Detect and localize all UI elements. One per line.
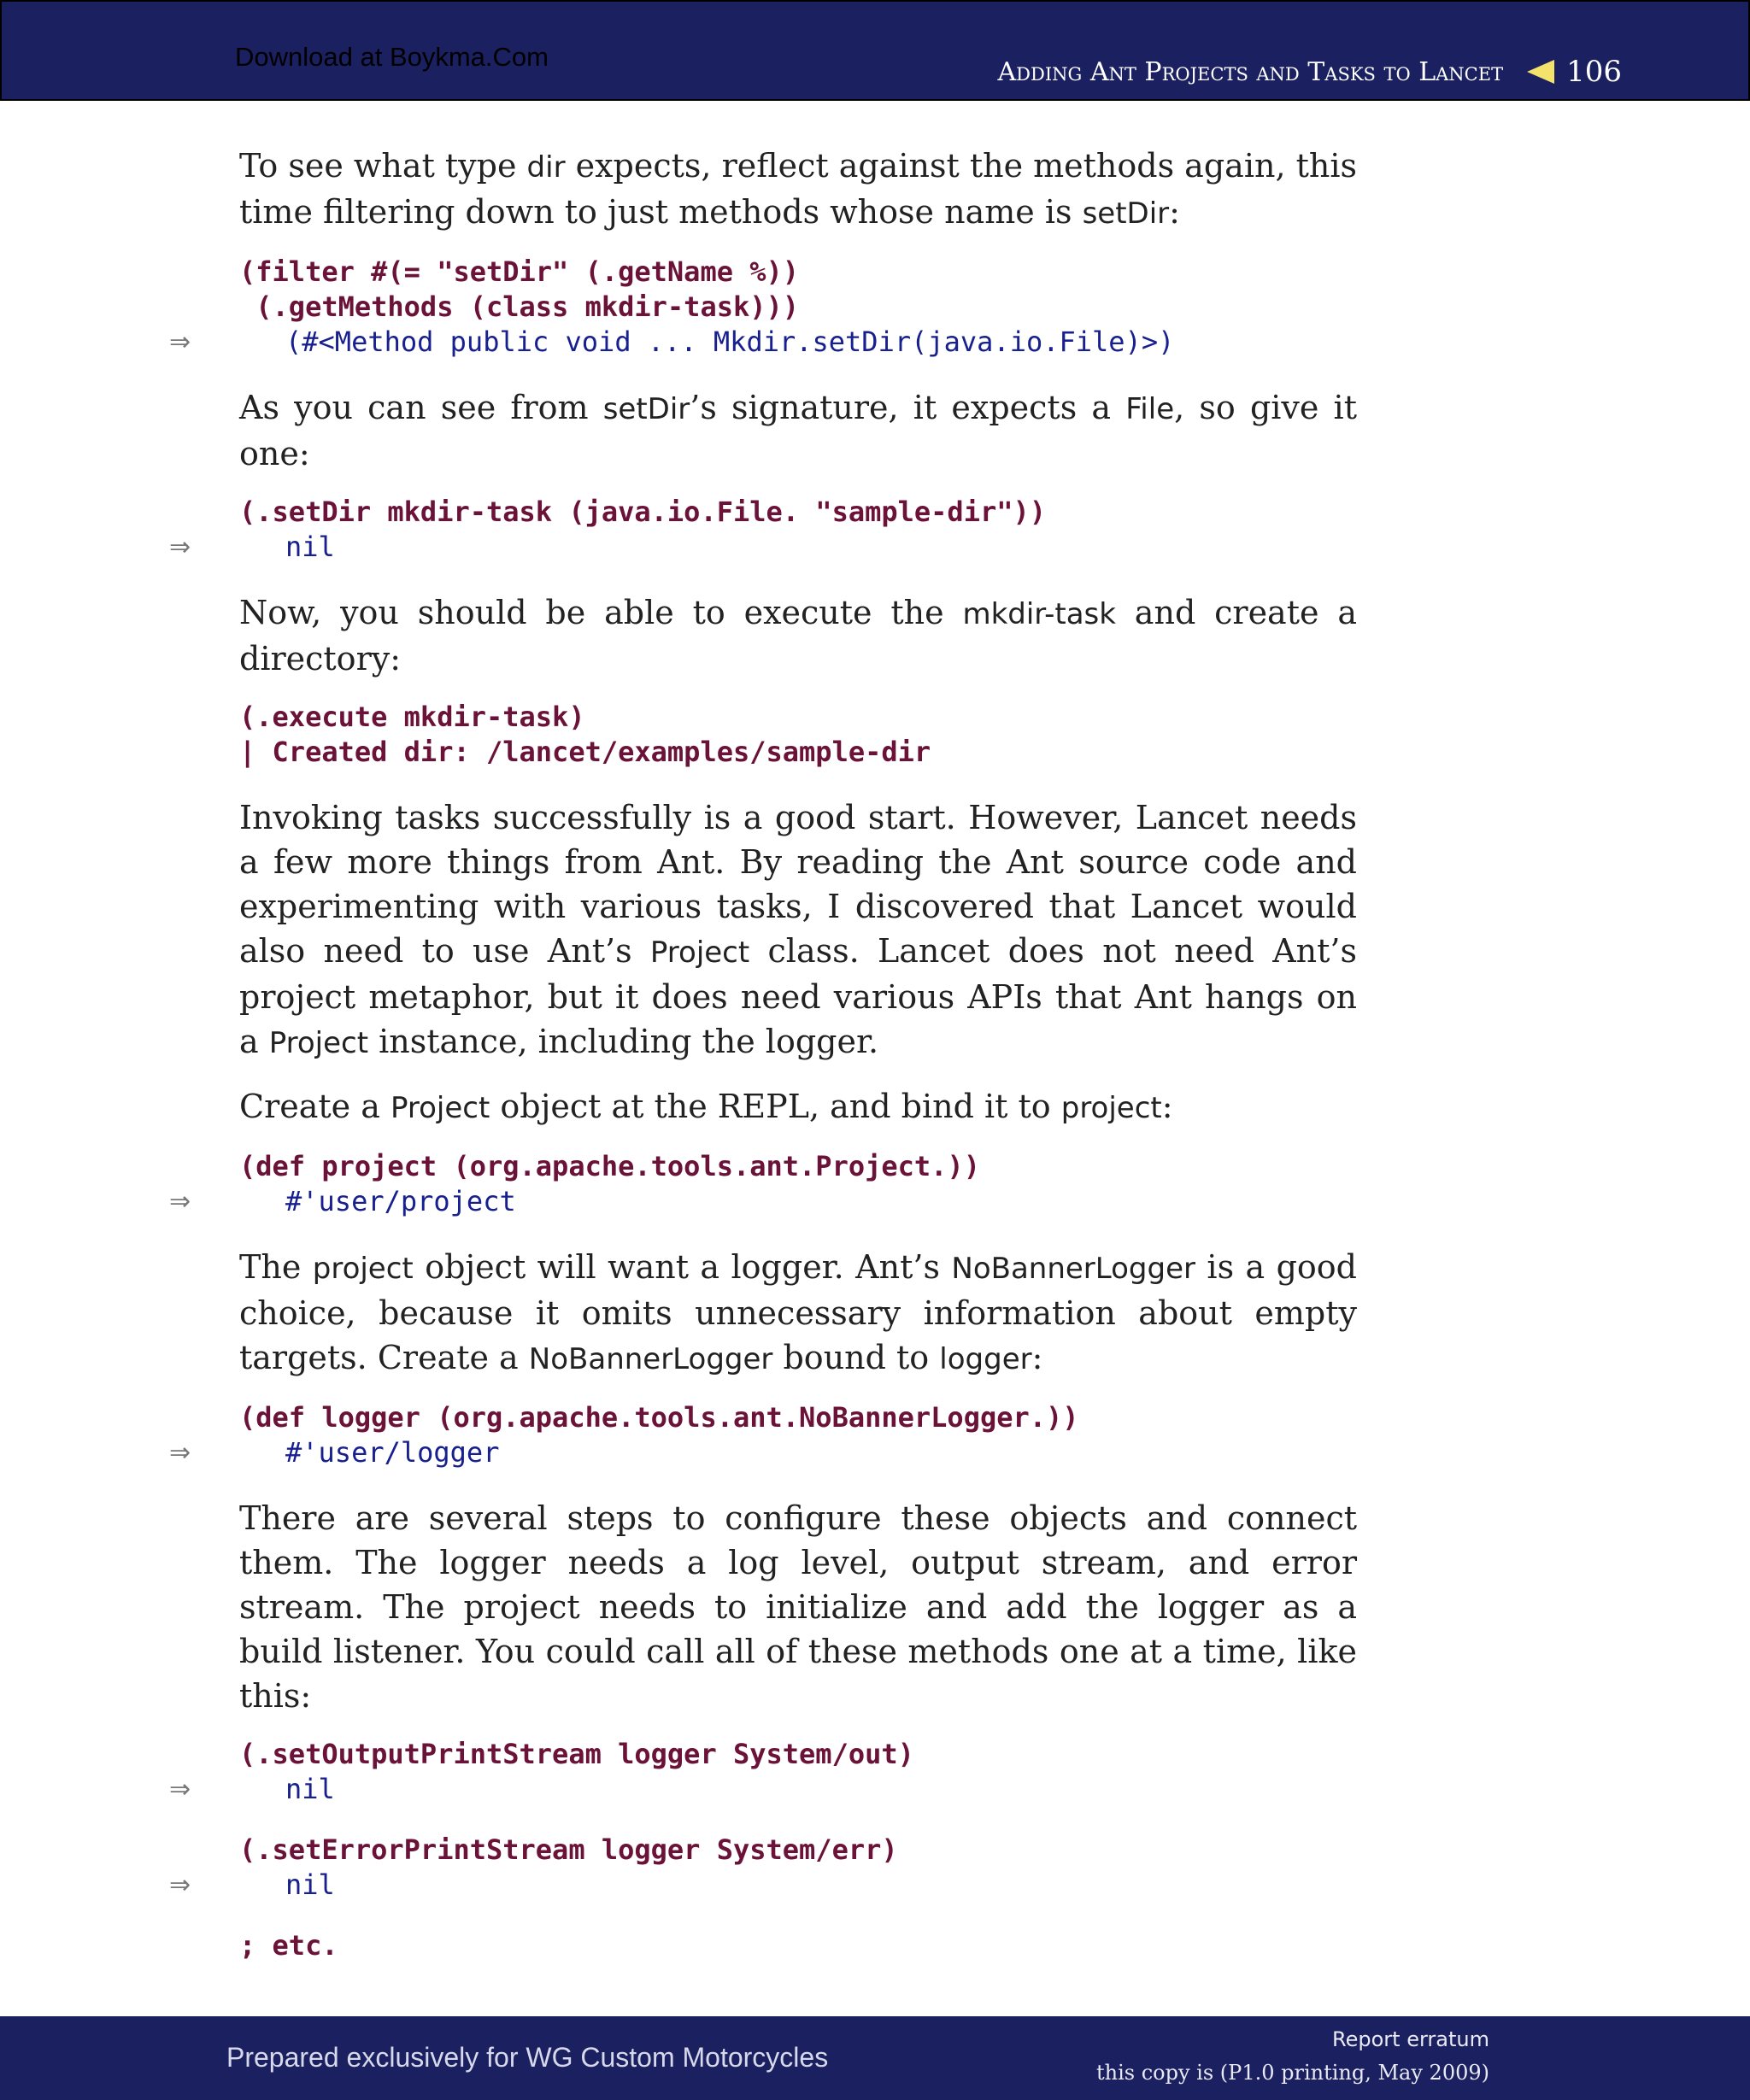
paragraph: To see what type dir expects, reflect against the methods again, this time filtering down to just methods whose name is setDir:: [239, 147, 1357, 231]
result-arrow-icon: ⇒: [169, 1187, 191, 1217]
paragraph: As you can see from setDir’s signature, it expects a File, so give it one:: [239, 389, 1357, 472]
code-line: (def project (org.apache.tools.ant.Project.)): [239, 1150, 980, 1182]
result-arrow-icon: ⇒: [169, 327, 191, 357]
code-line: (.getMethods (class mkdir-task))): [239, 290, 800, 323]
page-number: 106: [1566, 55, 1622, 89]
page-header: [0, 0, 1750, 101]
code-output: ⇒ nil: [169, 531, 335, 563]
code-output: ⇒ nil: [169, 1773, 335, 1805]
code-line: (.setOutputPrintStream logger System/out): [239, 1738, 914, 1770]
code-output: ⇒ #'user/logger: [169, 1436, 500, 1469]
code-line: (def logger (org.apache.tools.ant.NoBannerLogger.)): [239, 1401, 1079, 1434]
code-block: [239, 700, 1357, 770]
code-block: [169, 495, 1357, 565]
result-arrow-icon: ⇒: [169, 532, 191, 562]
code-line: (.setErrorPrintStream logger System/err): [239, 1833, 898, 1866]
code-line: (.execute mkdir-task): [239, 701, 585, 733]
code-output: ⇒ #'user/project: [169, 1185, 516, 1217]
code-output: ⇒ nil: [169, 1868, 335, 1901]
running-head: [998, 55, 1622, 89]
result-arrow-icon: ⇒: [169, 1870, 191, 1900]
prepared-for-note: Prepared exclusively for WG Custom Motorcycles: [226, 2042, 829, 2073]
result-arrow-icon: ⇒: [169, 1438, 191, 1468]
copy-info: this copy is (P1.0 printing, May 2009): [1096, 2061, 1489, 2085]
code-block: [169, 1400, 1357, 1470]
code-block: [169, 1149, 1357, 1219]
code-block: [169, 1737, 1357, 1807]
chapter-section-title: Adding Ant Projects and Tasks to Lancet: [997, 56, 1504, 87]
download-note: Download at Boykma.Com: [235, 42, 549, 72]
paragraph: There are several steps to configure these objects and connect them. The logger needs a log level, output stream, and error stream. The project needs to initialize and add the logger as a build listener. You could call all of these methods one at a time, like this:: [239, 1499, 1357, 1715]
code-line: ; etc.: [239, 1929, 338, 1962]
code-block: [169, 255, 1357, 360]
paragraph: Create a Project object at the REPL, and bind it to project:: [239, 1088, 1173, 1125]
code-line: (.setDir mkdir-task (java.io.File. "sample-dir")): [239, 496, 1047, 528]
page-body: [169, 144, 1358, 1989]
code-line: | Created dir: /lancet/examples/sample-dir: [239, 736, 931, 768]
result-arrow-icon: ⇒: [169, 1774, 191, 1804]
paragraph: The project object will want a logger. Ant’s NoBannerLogger is a good choice, because it omits unnecessary information about empty targets. Create a NoBannerLogger bound to logger:: [239, 1248, 1358, 1376]
code-line: (filter #(= "setDir" (.getName %)): [239, 255, 800, 288]
code-block: [239, 1928, 1357, 1963]
code-output: ⇒ (#<Method public void ... Mkdir.setDir(java.io.File)>): [169, 326, 1175, 358]
left-triangle-icon[interactable]: [1527, 60, 1554, 84]
paragraph: Invoking tasks successfully is a good start. However, Lancet needs a few more things from Ant. By reading the Ant source code and experimenting with various tasks, I discovered that Lancet would also need to use Ant’s Project class. Lancet does not need Ant’s project metaphor, but it does need various APIs that Ant hangs on a Project instance, including the logger.: [239, 799, 1357, 1060]
report-erratum-link[interactable]: Report erratum: [1332, 2027, 1489, 2051]
paragraph: Now, you should be able to execute the mkdir-task and create a directory:: [239, 594, 1357, 678]
code-block: [169, 1833, 1357, 1903]
